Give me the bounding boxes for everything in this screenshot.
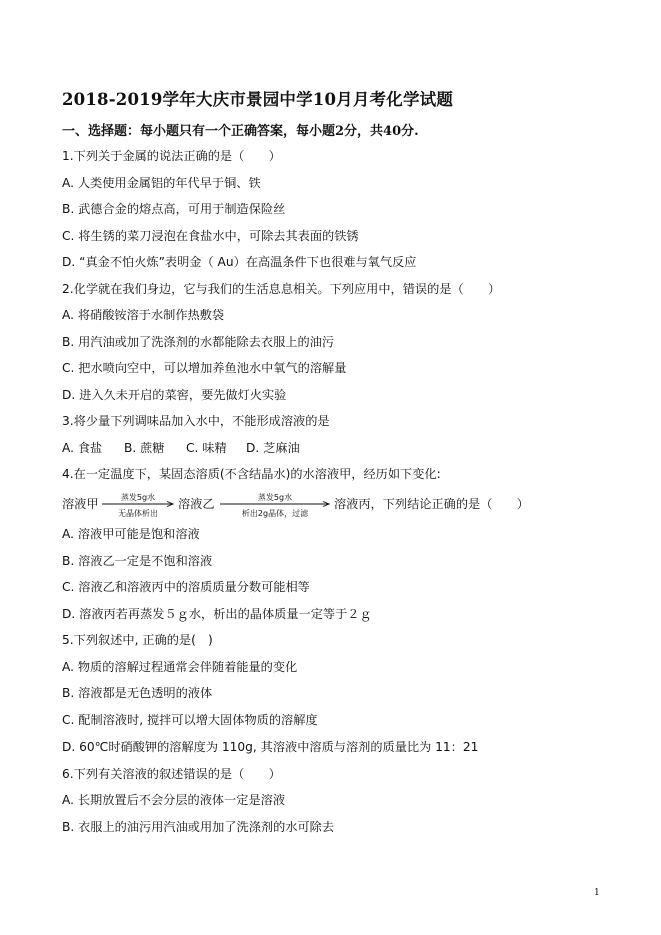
question-2-option-a: A. 将硝酸铵溶于水制作热敷袋 — [62, 308, 225, 322]
question-6-stem: 6.下列有关溶液的叙述错误的是（ ） — [62, 767, 281, 781]
arrow-right-icon — [102, 501, 174, 507]
question-1-option-b: B. 武德合金的熔点高，可用于制造保险丝 — [62, 202, 286, 216]
question-2-stem: 2.化学就在我们身边，它与我们的生活息息相关。下列应用中，错误的是（ ） — [62, 282, 501, 296]
question-4-option-b: B. 溶液乙一定是不饱和溶液 — [62, 554, 213, 568]
question-3-option-c: C. 味精 — [186, 441, 227, 455]
question-5-option-c: C. 配制溶液时, 搅拌可以增大固体物质的溶解度 — [62, 713, 318, 727]
question-6-option-b: B. 衣服上的油污用汽油或用加了洗涤剂的水可除去 — [62, 820, 335, 834]
reaction-scheme — [62, 488, 622, 520]
question-2-option-b: B. 用汽油或加了洗涤剂的水都能除去衣服上的油污 — [62, 335, 335, 349]
question-3-option-d: D. 芝麻油 — [246, 441, 300, 455]
section-heading: 一、选择题：每小题只有一个正确答案，每小题2分，共40分. — [62, 124, 419, 139]
question-4-option-d: D. 溶液丙若再蒸发５ｇ水，析出的晶体质量一定等于２ｇ — [62, 607, 372, 621]
question-1-option-d: D. “真金不怕火炼”表明金（ Au）在高温条件下也很难与氧气反应 — [62, 255, 417, 269]
scheme-solution-c: 溶液丙，下列结论正确的是（ ） — [334, 497, 529, 511]
question-3-option-a: A. 食盐 — [62, 441, 103, 455]
question-3-stem: 3.将少量下列调味品加入水中，不能形成溶液的是 — [62, 414, 330, 428]
page-number: 1 — [594, 888, 600, 898]
scheme-arrow-1-top-label: 蒸发5g水 — [120, 493, 156, 502]
scheme-arrow-2-bottom-label: 析出2g晶体，过滤 — [241, 509, 309, 518]
question-5-stem: 5.下列叙述中, 正确的是( ) — [62, 633, 213, 647]
question-5-option-d: D. 60℃时硝酸钾的溶解度为 110g, 其溶液中溶质与溶剂的质量比为 11：21 — [62, 740, 479, 754]
scheme-solution-a: 溶液甲 — [62, 497, 99, 511]
question-1-option-c: C. 将生锈的菜刀浸泡在食盐水中，可除去其表面的铁锈 — [62, 229, 359, 243]
scheme-arrow-1-bottom-label: 无晶体析出 — [118, 509, 158, 518]
arrow-right-icon — [220, 501, 330, 507]
question-4-stem: 4.在一定温度下，某固态溶质(不含结晶水)的水溶液甲，经历如下变化: — [62, 467, 441, 481]
question-5-option-b: B. 溶液都是无色透明的液体 — [62, 686, 213, 700]
document-title: 2018-2019学年大庆市景园中学10月月考化学试题 — [62, 90, 454, 109]
question-2-option-d: D. 进入久未开启的菜窖，要先做灯火实验 — [62, 388, 287, 402]
question-4-option-c: C. 溶液乙和溶液丙中的溶质质量分数可能相等 — [62, 580, 310, 594]
scheme-solution-b: 溶液乙 — [178, 497, 215, 511]
question-5-option-a: A. 物质的溶解过程通常会伴随着能量的变化 — [62, 660, 298, 674]
scheme-arrow-2-top-label: 蒸发5g水 — [257, 493, 293, 502]
question-3-option-b: B. 蔗糖 — [124, 441, 165, 455]
question-4-option-a: A. 溶液甲可能是饱和溶液 — [62, 527, 200, 541]
question-1-stem: 1.下列关于金属的说法正确的是（ ） — [62, 149, 281, 163]
question-2-option-c: C. 把水喷向空中，可以增加养鱼池水中氧气的溶解量 — [62, 361, 347, 375]
question-3-options — [62, 440, 300, 456]
question-1-option-a: A. 人类使用金属铝的年代早于铜、铁 — [62, 176, 261, 190]
scheme-arrow-1 — [102, 492, 174, 518]
scheme-arrow-2 — [220, 492, 330, 518]
question-6-option-a: A. 长期放置后不会分层的液体一定是溶液 — [62, 793, 286, 807]
